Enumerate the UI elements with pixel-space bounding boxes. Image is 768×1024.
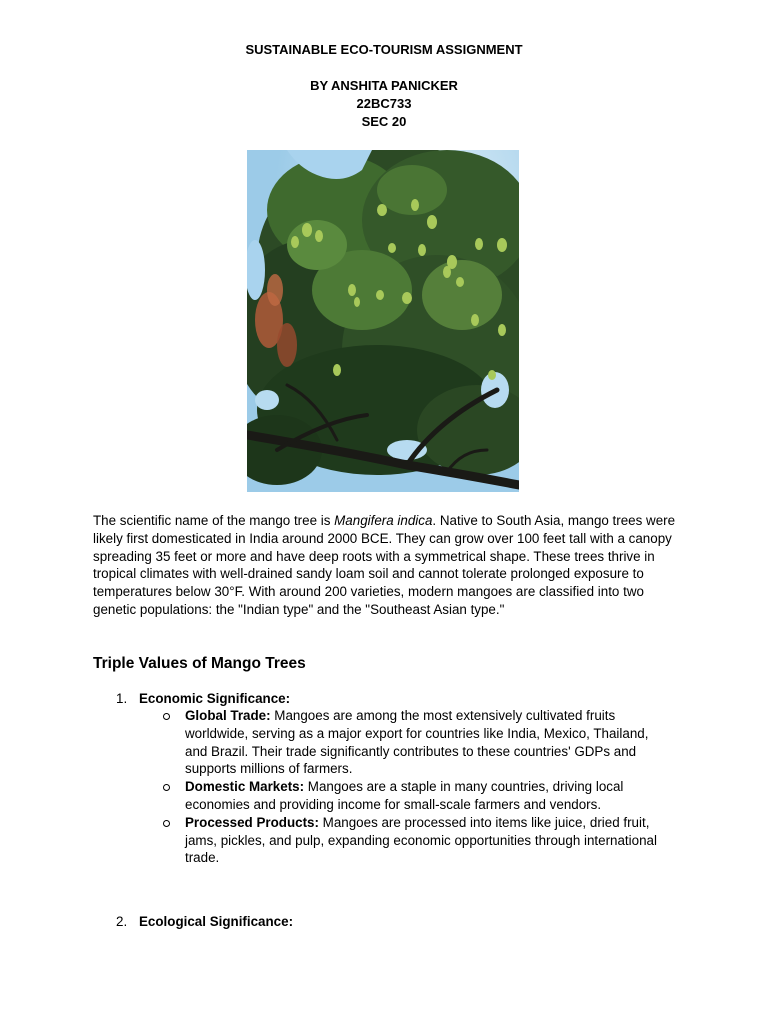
intro-text-2: . Native to South Asia, mango trees were likely first domesticated in India around 2000 BCE. They can grow over 100 feet tall with a canopy spreading 35 feet or more and have deep roots with a symmetrical shape. These trees thrive in tropical climates with well-drained sandy loam soil and cannot tolerate prolonged exposure to temperatures below 30°F. With around 200 varieties, modern mangoes are classified into two genetic populations: the "Indian type" and the "Southeast Asian type." bbox=[93, 513, 676, 617]
list-title-ecological: Ecological Significance: bbox=[139, 914, 294, 929]
mango-tree-illustration bbox=[247, 150, 519, 492]
intro-text-1: The scientific name of the mango tree is bbox=[93, 513, 335, 528]
document-title: SUSTAINABLE ECO-TOURISM ASSIGNMENT bbox=[245, 42, 523, 57]
scientific-name: Mangifera indica bbox=[334, 513, 433, 528]
item-text: Mangoes are among the most extensively cultivated fruits worldwide, serving as a major export for countries like India, Mexico, Thailand, and Brazil. Their trade significantly contributes to these countries' GDPs and supports millions of farmers. bbox=[185, 708, 649, 777]
section-heading: Triple Values of Mango Trees bbox=[93, 655, 306, 672]
item-label: Global Trade: bbox=[185, 708, 271, 723]
student-id: 22BC733 bbox=[356, 96, 412, 111]
hollow-bullet-icon bbox=[163, 713, 170, 720]
mango-tree-photo bbox=[247, 150, 519, 492]
list-item-domestic-markets bbox=[163, 778, 673, 814]
list-number-2: 2. bbox=[116, 914, 128, 929]
list-title-economic: Economic Significance: bbox=[139, 691, 291, 706]
item-text: Mangoes are a staple in many countries, driving local economies and providing income for small-scale farmers and vendors. bbox=[185, 779, 624, 812]
list-item-global-trade bbox=[163, 707, 673, 778]
section-label: SEC 20 bbox=[361, 114, 407, 129]
economic-sub-list bbox=[163, 707, 673, 867]
hollow-bullet-icon bbox=[163, 820, 170, 827]
list-number-1: 1. bbox=[116, 691, 128, 706]
hollow-bullet-icon bbox=[163, 784, 170, 791]
list-item-processed-products bbox=[163, 814, 673, 867]
intro-paragraph bbox=[93, 512, 683, 619]
item-text: Mangoes are processed into items like juice, dried fruit, jams, pickles, and pulp, expanding economic opportunities through international trade. bbox=[185, 814, 657, 866]
author-line: BY ANSHITA PANICKER bbox=[310, 78, 458, 93]
item-label: Processed Products: bbox=[185, 814, 319, 830]
item-label: Domestic Markets: bbox=[185, 779, 305, 795]
